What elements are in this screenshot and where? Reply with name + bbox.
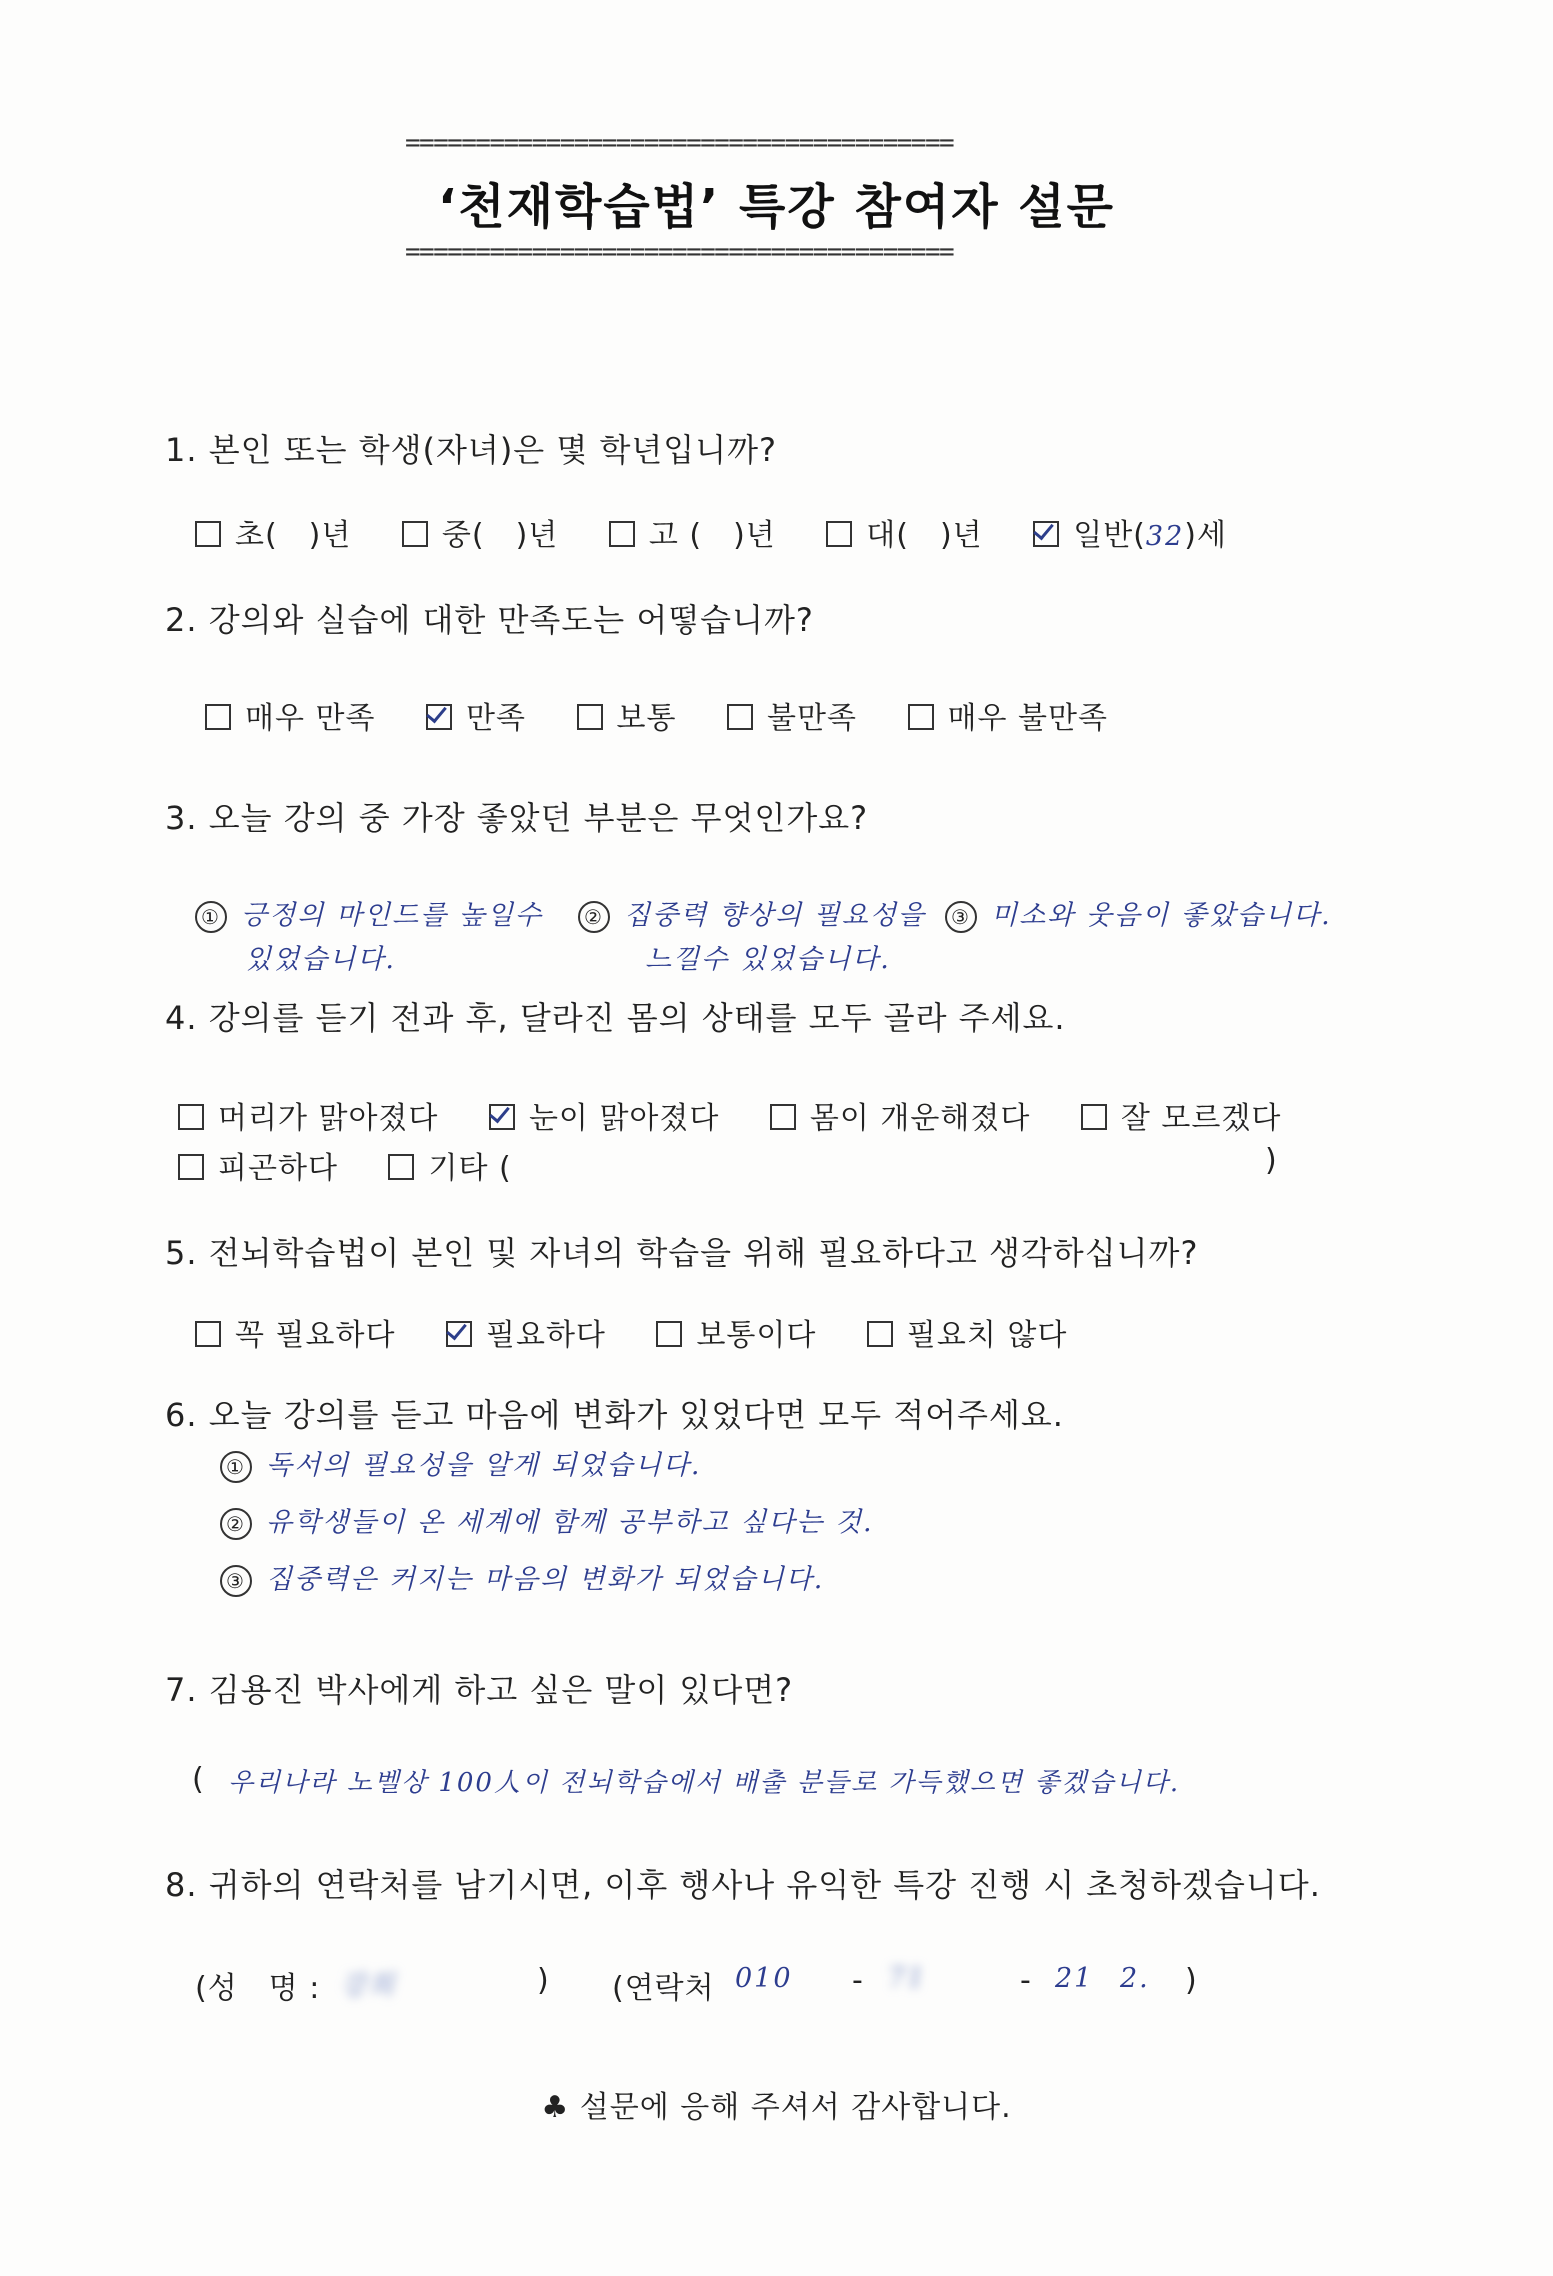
checkbox-checked[interactable] [426,704,452,730]
q3-answer-1-line2: 있었습니다. [245,944,396,975]
q4-other-close: ) [1265,1143,1278,1178]
checkbox-checked[interactable] [489,1104,515,1130]
q8-name-label: (성 명 : [195,1971,321,2006]
circled-number: ③ [945,901,977,933]
question-3: 3. 오늘 강의 중 가장 좋았던 부분은 무엇인가요? [165,799,869,837]
q2-option-very-dissatisfied[interactable]: 매우 불만족 [908,701,1108,736]
q3-answer-2-line2: 느낄수 있었습니다. [645,944,891,975]
question-2: 2. 강의와 실습에 대한 만족도는 어떻습니까? [165,601,814,639]
checkbox[interactable] [178,1104,204,1130]
q1-option-university[interactable]: 대( )년 [826,518,982,553]
q4-option-tired[interactable]: 피곤하다 [178,1151,338,1186]
q2-option-very-satisfied[interactable]: 매우 만족 [205,701,375,736]
checkbox[interactable] [205,704,231,730]
page-title: ‘천재학습법’ 특강 참여자 설문 [437,179,1116,235]
q8-contact-part-4: 2. [1120,1963,1150,1994]
checkbox[interactable] [388,1154,414,1180]
checkbox[interactable] [195,1321,221,1347]
question-4: 4. 강의를 듣기 전과 후, 달라진 몸의 상태를 모두 골라 주세요. [165,999,1066,1037]
q6-answer-2: ② 유학생들이 온 세계에 함께 공부하고 싶다는 것. [220,1500,874,1540]
checkbox[interactable] [727,704,753,730]
club-icon: ♣ [541,2090,570,2125]
checkbox[interactable] [908,704,934,730]
circled-number: ② [578,901,610,933]
q5-option-neutral[interactable]: 보통이다 [656,1318,816,1353]
q5-option-very-necessary[interactable]: 꼭 필요하다 [195,1318,395,1353]
q4-option-not-sure[interactable]: 잘 모르겠다 [1081,1101,1281,1136]
q1-age-handwritten: 32 [1145,521,1185,552]
footer-thanks [0,2082,1553,2126]
q5-option-necessary[interactable]: 필요하다 [446,1318,606,1353]
redacted-name: 강희 [340,1970,397,2001]
checkbox[interactable] [1081,1104,1107,1130]
q8-contact-dash-2: - [1020,1963,1032,1998]
q8-contact-part-1: 010 [735,1963,793,1994]
redacted-phone-middle: 71 [888,1963,927,1994]
question-7: 7. 김용진 박사에게 하고 싶은 말이 있다면? [165,1671,794,1709]
checkbox[interactable] [195,521,221,547]
checkbox[interactable] [577,704,603,730]
q1-option-general[interactable]: 일반(32)세 [1033,518,1227,553]
q2-options [205,693,1108,737]
q5-options [195,1310,1067,1354]
q8-name-close: ) [537,1963,550,1998]
q8-contact-dash-1: - [852,1963,864,1998]
q1-option-middle[interactable]: 중( )년 [402,518,558,553]
title-rule-bottom: ======================================= [405,237,954,267]
question-1: 1. 본인 또는 학생(자녀)은 몇 학년입니까? [165,431,778,469]
circled-number: ① [220,1451,252,1483]
question-5: 5. 전뇌학습법이 본인 및 자녀의 학습을 위해 필요하다고 생각하십니까? [165,1234,1199,1272]
q3-answer-2: ② 집중력 향상의 필요성을 [578,893,926,933]
q8-contact-close: ) [1185,1963,1198,1998]
q8-contact-part-2 [888,1963,926,1994]
checkbox[interactable] [656,1321,682,1347]
q1-option-elementary[interactable]: 초( )년 [195,518,351,553]
q7-answer-open-paren: ( [192,1762,205,1797]
circled-number: ① [195,901,227,933]
footer-text: 설문에 응해 주셔서 감사합니다. [579,2090,1012,2125]
checkbox-checked[interactable] [1033,521,1059,547]
circled-number: ② [220,1508,252,1540]
checkbox-checked[interactable] [446,1321,472,1347]
checkbox[interactable] [826,521,852,547]
question-6: 6. 오늘 강의를 듣고 마음에 변화가 있었다면 모두 적어주세요. [165,1396,1064,1434]
q3-answer-1: ① 긍정의 마인드를 높일수 [195,893,543,933]
checkbox[interactable] [402,521,428,547]
q2-option-dissatisfied[interactable]: 불만족 [727,701,857,736]
q4-option-refreshed[interactable]: 몸이 개운해졌다 [770,1101,1030,1136]
q8-name-value [340,1963,396,2002]
q4-options-row2 [178,1143,512,1187]
q8-contact-part-3: 21 [1055,1963,1094,1994]
checkbox[interactable] [770,1104,796,1130]
q4-option-other[interactable]: 기타 ( [388,1151,511,1186]
q3-answer-3: ③ 미소와 웃음이 좋았습니다. [945,893,1332,933]
q6-answer-3: ③ 집중력은 커지는 마음의 변화가 되었습니다. [220,1557,824,1597]
checkbox[interactable] [867,1321,893,1347]
q7-answer-handwritten: 우리나라 노벨상 100人이 전뇌학습에서 배출 분들로 가득했으면 좋겠습니다. [228,1768,1181,1798]
q1-option-high[interactable]: 고 ( )년 [609,518,776,553]
q5-option-not-necessary[interactable]: 필요치 않다 [867,1318,1067,1353]
checkbox[interactable] [609,521,635,547]
q4-option-clear-eyes[interactable]: 눈이 맑아졌다 [489,1101,719,1136]
checkbox[interactable] [178,1154,204,1180]
question-8: 8. 귀하의 연락처를 남기시면, 이후 행사나 유익한 특강 진행 시 초청하겠습니다. [165,1866,1321,1904]
q2-option-satisfied[interactable]: 만족 [426,701,526,736]
q2-option-neutral[interactable]: 보통 [577,701,677,736]
q4-option-clear-head[interactable]: 머리가 맑아졌다 [178,1101,438,1136]
title-rule-top: ======================================= [405,128,954,158]
circled-number: ③ [220,1565,252,1597]
q4-options-row1 [178,1093,1281,1137]
q1-options [195,510,1227,554]
q6-answer-1: ① 독서의 필요성을 알게 되었습니다. [220,1443,701,1483]
q8-contact-label: (연락처 [612,1971,715,2006]
